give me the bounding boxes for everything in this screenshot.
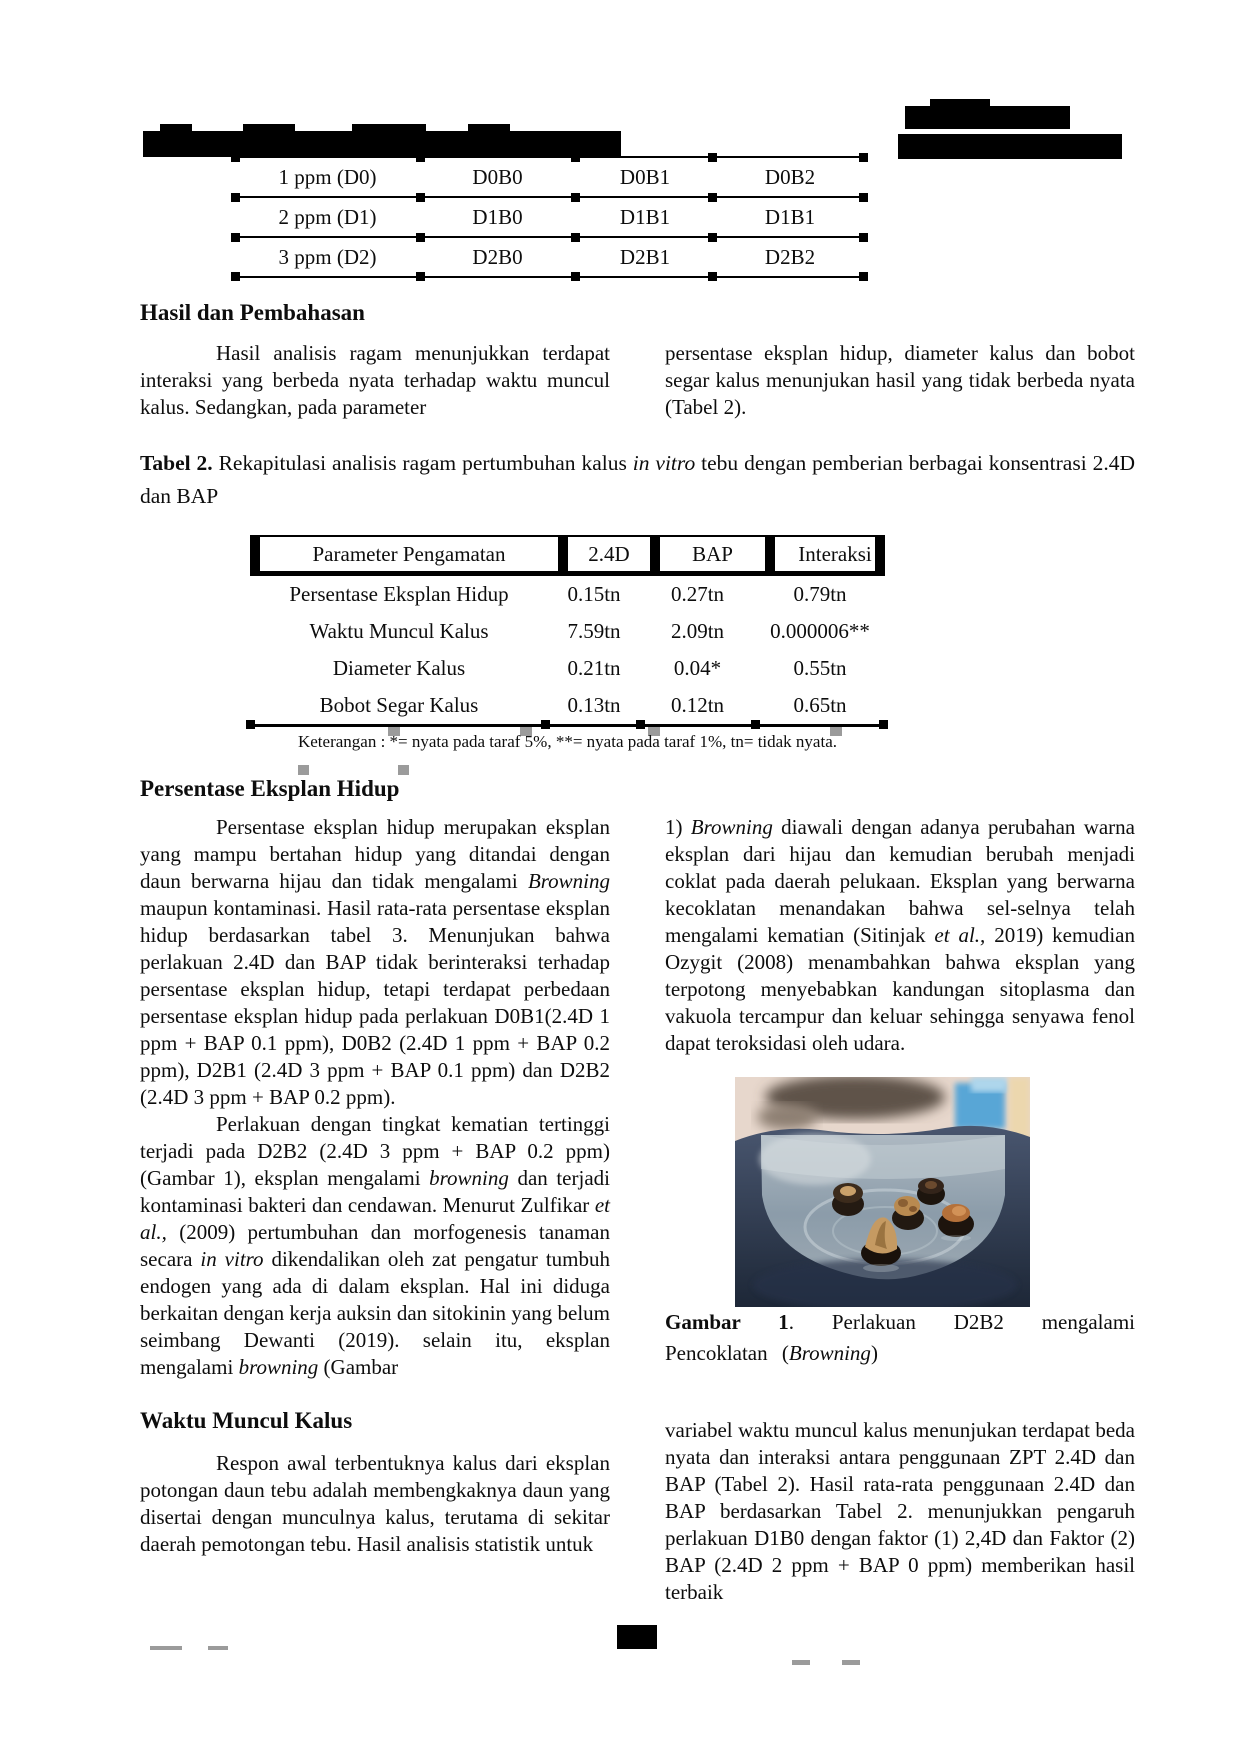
right-column: [665, 814, 1135, 1606]
rule-intersection-mark: [859, 272, 868, 281]
rule-intersection-mark: [708, 153, 717, 162]
table-cell: D1B1: [764, 204, 816, 229]
table-cell: 7.59tn: [567, 619, 621, 643]
column-header: Parameter Pengamatan: [312, 541, 506, 566]
text-run: et al.,: [140, 1193, 610, 1244]
section-heading-waktu: Waktu Muncul Kalus: [140, 1408, 353, 1433]
rule-intersection-mark: [231, 153, 240, 162]
rule-intersection-mark: [751, 720, 760, 729]
table-row: [235, 236, 865, 276]
left-column: [140, 340, 610, 421]
text-run: Perlakuan dengan tingkat kematian tertinggi terjadi pada D2B2 (2.4D 3 ppm + BAP 0.2 ppm) (Gambar 1), eksplan mengalami: [140, 1112, 610, 1190]
figure1-photo: [735, 1077, 1030, 1307]
rule-intersection-mark: [246, 720, 255, 729]
rule-intersection-mark: [708, 193, 717, 202]
column-header: 2.4D: [558, 537, 650, 571]
figure1-caption: [665, 1307, 1135, 1369]
table-cell: D1B1: [619, 204, 671, 229]
rule-intersection-mark: [416, 153, 425, 162]
rule-intersection-mark: [859, 233, 868, 242]
paragraph: [140, 1111, 610, 1381]
table-cell: 0.27tn: [670, 582, 725, 606]
table-cell: 2 ppm (D1): [278, 204, 377, 229]
text-run: Browning: [788, 1341, 871, 1365]
table-cell: Diameter Kalus: [332, 656, 466, 680]
text-run: Persentase eksplan hidup merupakan eksplan yang mampu bertahan hidup yang ditandai dengan daun berwarna hijau dan tidak mengalami: [140, 815, 610, 893]
anova-table-header: [250, 535, 885, 576]
table-cell: D2B1: [619, 244, 671, 269]
left-column: [140, 814, 610, 1606]
table-cell: 0.04*: [673, 656, 722, 680]
scan-artifact: [150, 1646, 182, 1650]
table-row: [250, 650, 885, 687]
rule-intersection-mark: [708, 233, 717, 242]
explant: [917, 1178, 945, 1205]
table2-caption: [140, 447, 1135, 513]
rule-intersection-mark: [571, 272, 580, 281]
table-cell: 2.09tn: [670, 619, 725, 643]
text-run: Rekapitulasi analisis ragam pertumbuhan kalus: [212, 451, 633, 475]
column-header: BAP: [650, 537, 765, 571]
text-run: Gambar 1: [665, 1310, 789, 1334]
table-cell: D2B0: [472, 244, 523, 269]
table-cell: Persentase Eksplan Hidup: [289, 582, 509, 606]
table-cell: D2B2: [764, 244, 816, 269]
text-run: (Gambar: [318, 1355, 399, 1379]
text-run: dan terjadi kontaminasi bakteri dan cendawan. Menurut Zulfikar: [140, 1166, 610, 1217]
table2-footnote: Keterangan : *= nyata pada taraf 5%, **= nyata pada taraf 1%, tn= tidak nyata.: [297, 732, 837, 751]
page-content: [140, 0, 1135, 1606]
text-run: in vitro: [632, 451, 696, 475]
scan-artifact: [792, 1660, 810, 1665]
table-cell: 0.000006**: [770, 619, 870, 643]
paragraph: variabel waktu muncul kalus menunjukan terdapat beda nyata dan interaksi antara penggunaan ZPT 2.4D dan BAP (Tabel 2). Hasil rata-rata penggunaan 2.4D dan BAP berdasarkan Tabel 2. menunjukkan pengaruh perlakuan D1B0 dengan faktor (1) 2,4D dan Faktor (2) BAP (2.4D 2 ppm + BAP 0 ppm) memberikan hasil terbaik: [665, 1418, 1135, 1604]
rule-intersection-mark: [541, 720, 550, 729]
text-run: ): [870, 1341, 878, 1365]
treatment-table-body: [235, 156, 865, 276]
text-run: in vitro: [200, 1247, 264, 1271]
rule-intersection-mark: [859, 193, 868, 202]
paragraph: Respon awal terbentuknya kalus dari eksplan potongan daun tebu adalah membengkaknya daun yang disertai dengan munculnya kalus, terutama di sekitar daerah pemotongan tebu. Hasil analisis statistik untuk: [140, 1451, 610, 1556]
text-run: Tabel 2.: [140, 451, 213, 475]
two-column-block: [140, 340, 1135, 421]
anova-table: [250, 535, 885, 727]
section-heading-persentase: Persentase Eksplan Hidup: [140, 776, 400, 801]
rule-intersection-mark: [231, 272, 240, 281]
table-bottom-rule: [250, 724, 885, 727]
text-run: maupun kontaminasi. Hasil rata-rata persentase eksplan hidup berdasarkan tabel 3. Menunjukan bahwa perlakuan 2.4D dan BAP tidak berinteraksi terhadap persentase eksplan hidup, tetapi terdapat perbedaan persentase eksplan hidup pada perlakuan D0B1(2.4D 1 ppm + BAP 0.1 ppm), D0B2 (2.4D 1 ppm + BAP 0.2 ppm), D2B1 (2.4D 3 ppm + BAP 0.1 ppm) dan D2B2 (2.4D 3 ppm + BAP 0.2 ppm).: [140, 896, 610, 1109]
text-run: dikendalikan oleh zat pengatur tumbuh endogen yang ada di dalam eksplan. Hal ini diduga berkaitan dengan kerja auksin dan sitokinin yang belum seimbang Dewanti (2019). selain itu, eksplan mengalami: [140, 1247, 610, 1379]
table-cell: Waktu Muncul Kalus: [309, 619, 489, 643]
text-run: Browning: [527, 869, 610, 893]
table-bottom-rule: [235, 276, 865, 278]
section-heading-hasil: Hasil dan Pembahasan: [140, 300, 365, 325]
table-cell: 0.13tn: [567, 693, 621, 717]
table-cell: 0.21tn: [567, 656, 621, 680]
rule-intersection-mark: [231, 233, 240, 242]
rule-intersection-mark: [636, 720, 645, 729]
text-run: browning: [238, 1355, 319, 1379]
text-run: 1): [665, 815, 691, 839]
paragraph: persentase eksplan hidup, diameter kalus dan bobot segar kalus menunjukan hasil yang tidak berbeda nyata (Tabel 2).: [665, 341, 1135, 419]
table-cell: Bobot Segar Kalus: [319, 693, 479, 717]
paragraph: Hasil analisis ragam menunjukkan terdapat interaksi yang berbeda nyata terhadap waktu muncul kalus. Sedangkan, pada parameter: [140, 341, 610, 419]
redacted-page-number: [617, 1625, 657, 1649]
text-run: diawali dengan adanya perubahan warna eksplan dari hijau dan kemudian berubah menjadi coklat pada daerah pelukaan. Eksplan yang berwarna kecoklatan menandakan bahwa sel-selnya telah mengalami kematian (Sitinjak: [665, 815, 1136, 947]
column-header: Interaksi: [765, 537, 895, 571]
text-run: (2009) pertumbuhan dan morfogenesis tanaman secara: [140, 1220, 610, 1271]
text-run: . Perlakuan D2B2 mengalami Pencoklatan (: [665, 1310, 1135, 1365]
table-cell: 0.15tn: [567, 582, 621, 606]
table-cell: 0.65tn: [793, 693, 847, 717]
rule-intersection-mark: [571, 233, 580, 242]
rule-intersection-mark: [571, 153, 580, 162]
table-row: [250, 687, 885, 724]
table-row: [235, 196, 865, 236]
rule-intersection-mark: [859, 153, 868, 162]
scan-artifact: [208, 1646, 228, 1650]
text-run: tebu dengan pemberian berbagai konsentrasi 2.4D dan BAP: [140, 451, 1135, 508]
table-cell: D0B1: [619, 164, 671, 189]
rule-intersection-mark: [571, 193, 580, 202]
table-cell: 0.79tn: [793, 582, 847, 606]
text-run: et al.,: [934, 923, 986, 947]
table-cell: 3 ppm (D2): [278, 244, 377, 269]
rule-intersection-mark: [416, 233, 425, 242]
rule-intersection-mark: [879, 720, 888, 729]
rule-intersection-mark: [416, 193, 425, 202]
rule-intersection-mark: [416, 272, 425, 281]
scan-artifact: [842, 1660, 860, 1665]
treatment-combination-table: [235, 156, 865, 278]
rule-intersection-mark: [708, 272, 717, 281]
table-cell: D0B0: [472, 164, 523, 189]
text-run: browning: [429, 1166, 509, 1190]
two-column-block: [140, 814, 1135, 1606]
text-run: 2019) kemudian Ozygit (2008) menambahkan bahwa eksplan yang terpotong menyebabkan kandungan sitoplasma dan vakuola tercampur dan keluar sehingga senyawa fenol dapat teroksidasi oleh udara.: [665, 923, 1135, 1055]
table-cell: D1B0: [472, 204, 523, 229]
table-cell: 0.55tn: [793, 656, 847, 680]
rule-intersection-mark: [231, 193, 240, 202]
explant: [832, 1183, 864, 1216]
table-row: [235, 156, 865, 196]
right-column: [665, 340, 1135, 421]
text-run: Browning: [690, 815, 773, 839]
paragraph: [140, 814, 610, 1111]
anova-table-body: [250, 576, 885, 724]
table-row: [250, 613, 885, 650]
table-cell: 0.12tn: [670, 693, 725, 717]
paragraph: [665, 814, 1135, 1057]
table-cell: 1 ppm (D0): [278, 164, 377, 189]
table-cell: D0B2: [764, 164, 816, 189]
table-row: [250, 576, 885, 613]
